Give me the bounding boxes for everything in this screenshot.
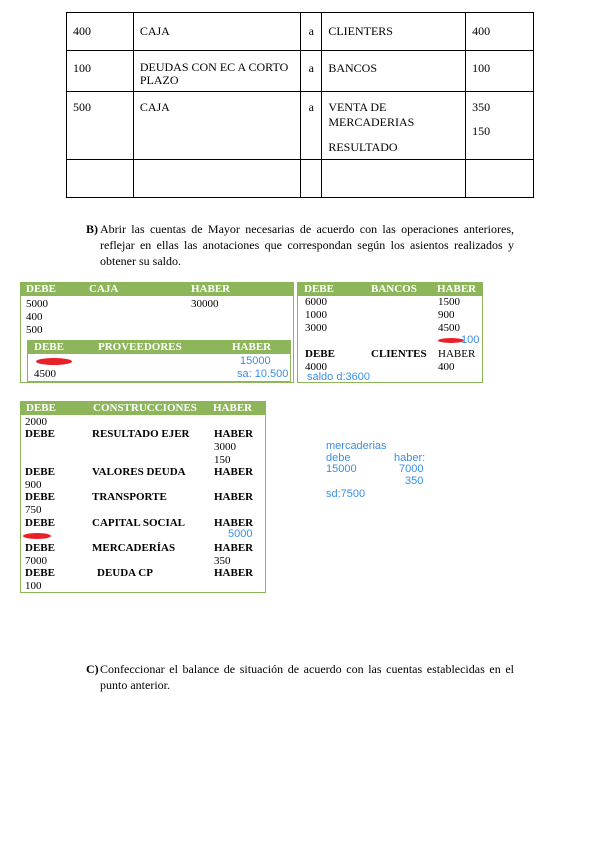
credit-amount: 400	[466, 13, 534, 51]
ledger-construcciones	[20, 401, 266, 593]
haber-label: HABER	[214, 542, 254, 554]
account-name-valores: VALORES DEUDA	[92, 466, 186, 478]
haber-label: HABER	[437, 283, 477, 295]
section-b-label: B)	[86, 222, 98, 236]
credit-amount-sales: 350	[472, 100, 491, 114]
resultado-credit: 3000	[214, 441, 236, 453]
note-credit: 350	[405, 475, 424, 487]
bancos-debit: 1000	[305, 309, 327, 321]
haber-label: HABER	[438, 348, 476, 360]
account-name: PROVEEDORES	[98, 341, 182, 353]
credit-amounts	[466, 92, 534, 160]
table-row-empty	[67, 160, 534, 198]
debe-label: DEBE	[304, 283, 334, 295]
account-name-clientes: CLIENTES	[371, 348, 427, 360]
account-name-deuda-cp: DEUDA CP	[97, 567, 153, 579]
caja-debit: 500	[26, 324, 43, 336]
haber-label: HABER	[214, 466, 254, 478]
credit-amount-result: 150	[472, 124, 491, 138]
proveedores-credit: 15000	[240, 355, 271, 367]
debit-account: CAJA	[133, 92, 301, 160]
note-mercaderias-title: mercaderias	[326, 440, 387, 452]
clientes-debit: 4000	[305, 361, 327, 373]
caja-debit: 5000	[26, 298, 48, 310]
mercaderias-credit: 350	[214, 555, 231, 567]
debit-account: CAJA	[133, 13, 301, 51]
note-haber: haber:	[394, 452, 426, 464]
debit-amount: 500	[67, 92, 134, 160]
clientes-credit: 400	[438, 361, 455, 373]
haber-label: HABER	[214, 491, 254, 503]
debe-label: DEBE	[25, 567, 55, 579]
haber-label: HABER	[214, 567, 254, 579]
ledger-caja	[20, 282, 294, 383]
haber-label: HABER	[232, 341, 272, 353]
ledger-bancos-header	[298, 283, 482, 296]
credit-account-result: RESULTADO	[328, 140, 398, 154]
debit-amount: 400	[67, 13, 134, 51]
ledger-caja-header	[21, 283, 293, 296]
credit-account-sales: VENTA DE MERCADERIAS	[328, 100, 415, 129]
debit-account: DEUDAS CON EC A CORTO PLAZO	[133, 51, 301, 92]
note-debit: 15000	[326, 463, 357, 475]
mercaderias-debit: 7000	[25, 555, 47, 567]
account-name: CAJA	[89, 283, 119, 295]
section-b-text: Abrir las cuentas de Mayor necesarias de acuerdo con las operaciones anteriores, reflejar en ellas las anotaciones que correspondan según los asientos realizados y obtener su saldo.	[100, 222, 514, 268]
bancos-debit: 3000	[305, 322, 327, 334]
ledger-proveedores-header	[28, 341, 290, 354]
transporte-debit: 750	[25, 504, 42, 516]
scribble-mark	[36, 358, 72, 365]
account-name: BANCOS	[371, 283, 417, 295]
caja-credit: 30000	[191, 298, 219, 310]
proveedores-saldo: sa: 10.500	[237, 368, 289, 380]
a-marker: a	[301, 51, 322, 92]
debe-label: DEBE	[26, 283, 56, 295]
bancos-credit: 1500	[438, 296, 460, 308]
section-c-instruction	[86, 661, 514, 693]
account-name: CONSTRUCCIONES	[93, 402, 197, 414]
haber-label: HABER	[191, 283, 231, 295]
debe-label: DEBE	[34, 341, 64, 353]
a-marker: a	[301, 92, 322, 160]
table-row	[67, 13, 534, 51]
table-row	[67, 92, 534, 160]
caja-debit: 400	[26, 311, 43, 323]
deuda-cp-debit: 100	[25, 580, 42, 592]
ledger-construcciones-header	[21, 402, 265, 415]
scribble-mark	[23, 533, 51, 539]
bancos-credit: 4500	[438, 322, 460, 334]
section-c-label: C)	[86, 662, 99, 676]
haber-label: HABER	[214, 517, 254, 529]
clientes-saldo: saldo d:3600	[307, 371, 370, 383]
note-saldo: sd:7500	[326, 488, 366, 500]
debe-label: DEBE	[25, 517, 55, 529]
account-name-mercaderias: MERCADERÍAS	[92, 542, 176, 554]
account-name-transporte: TRANSPORTE	[92, 491, 167, 503]
credit-account: BANCOS	[322, 51, 466, 92]
haber-label: HABER	[213, 402, 253, 414]
debe-label: DEBE	[25, 542, 55, 554]
note-debe: debe	[326, 452, 351, 464]
account-name-resultado: RESULTADO EJER	[92, 428, 190, 440]
bancos-debit: 6000	[305, 296, 327, 308]
credit-account: CLIENTERS	[322, 13, 466, 51]
capital-credit: 5000	[228, 528, 253, 540]
debe-label: DEBE	[25, 428, 55, 440]
table-row	[67, 51, 534, 92]
haber-label: HABER	[214, 428, 254, 440]
construcciones-debit: 2000	[25, 416, 47, 428]
section-c-text: Confeccionar el balance de situación de acuerdo con las cuentas establecidas en el punto anterior.	[100, 662, 514, 692]
debe-label: DEBE	[25, 466, 55, 478]
valores-debit: 900	[25, 479, 42, 491]
account-name-capital: CAPITAL SOCIAL	[92, 517, 186, 529]
ledger-bancos	[297, 282, 483, 383]
note-credit: 7000	[399, 463, 424, 475]
a-marker: a	[301, 13, 322, 51]
credit-accounts	[322, 92, 466, 160]
ledger-proveedores	[27, 340, 291, 382]
bancos-credit: 900	[438, 309, 455, 321]
debe-label: DEBE	[26, 402, 56, 414]
debe-label: DEBE	[305, 348, 335, 360]
journal-table	[66, 12, 534, 198]
credit-amount: 100	[466, 51, 534, 92]
debit-amount: 100	[67, 51, 134, 92]
resultado-credit: 150	[214, 454, 231, 466]
section-b-instruction	[86, 221, 514, 269]
bancos-correction: 100	[461, 334, 480, 346]
proveedores-debit: 4500	[34, 368, 56, 380]
debe-label: DEBE	[25, 491, 55, 503]
